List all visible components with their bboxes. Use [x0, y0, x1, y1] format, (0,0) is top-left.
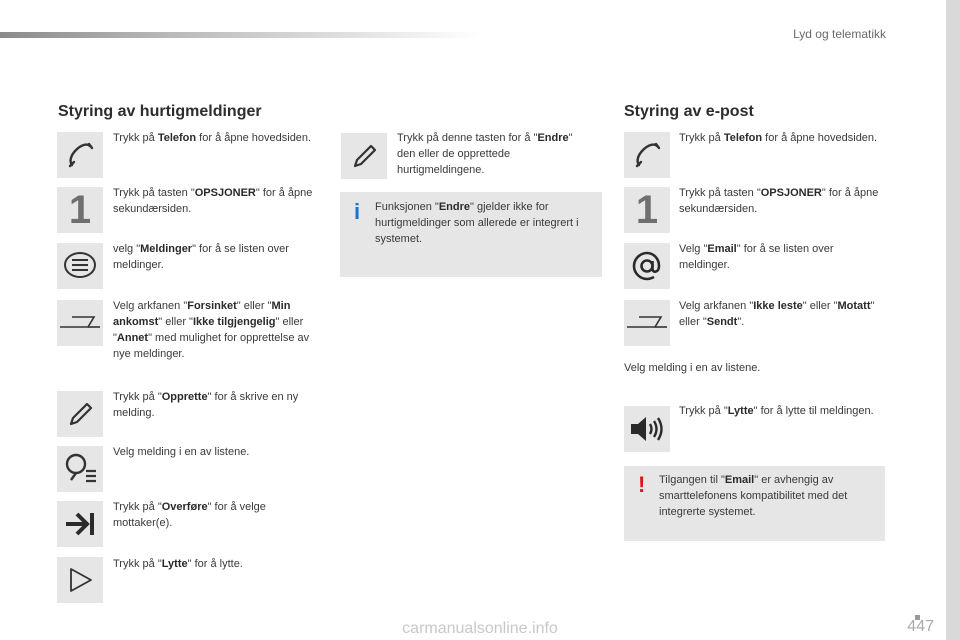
left-step-listen-text: Trykk på "Lytte" for å lytte. — [113, 558, 243, 570]
left-step-forward-text: Trykk på "Overføre" for å velge mottaker(e). — [113, 501, 266, 529]
tab-folder-icon — [624, 300, 670, 346]
number-one-icon — [57, 187, 103, 233]
bold-term: Meldinger — [140, 243, 193, 255]
right-select-message-text: Velg melding i en av listene. — [624, 362, 761, 374]
bold-term: Forsinket — [187, 300, 237, 312]
left-section-title: Styring av hurtigmeldinger — [58, 103, 262, 120]
message-list-icon — [57, 243, 103, 289]
bold-term: Telefon — [157, 132, 197, 144]
bold-term: Ikke tilgjengelig — [192, 316, 276, 328]
tab-folder-icon — [57, 300, 103, 346]
step-number: 1 — [635, 188, 659, 232]
right-step-options-text: Trykk på tasten "OPSJONER" for å åpne sekundærsiden. — [679, 187, 879, 215]
bold-term: Endre — [438, 201, 471, 213]
watermark: carmanualsonline.info — [402, 620, 558, 637]
bold-term: Endre — [537, 132, 569, 144]
phone-handset-icon — [624, 132, 670, 178]
right-step-email-text: Velg "Email" for å se listen over meldinger. — [679, 243, 834, 271]
bold-term: Email — [707, 243, 737, 255]
left-step-options-text: Trykk på tasten "OPSJONER" for å åpne sekundærsiden. — [113, 187, 313, 215]
warning-icon: ! — [638, 472, 646, 497]
bold-term: Min ankomst — [113, 300, 291, 328]
left-step-messages-text: velg "Meldinger" for å se listen over meldinger. — [113, 243, 289, 271]
chapter-header: Lyd og telematikk — [793, 27, 886, 41]
bold-term: Email — [724, 474, 755, 486]
right-section-title: Styring av e-post — [624, 103, 754, 120]
bold-term: OPSJONER — [194, 187, 256, 199]
right-step-listen-text: Trykk på "Lytte" for å lytte til meldingen. — [679, 405, 874, 417]
middle-step-edit-text: Trykk på denne tasten for å "Endre" den eller de opprettede hurtigmeldingene. — [397, 132, 573, 176]
at-sign-icon — [624, 243, 670, 289]
info-icon: i — [354, 199, 361, 224]
pencil-icon — [57, 391, 103, 437]
info-note — [340, 192, 602, 277]
left-step-phone-text: Trykk på Telefon for å åpne hovedsiden. — [113, 132, 312, 144]
bold-term: Overføre — [161, 501, 208, 513]
pencil-icon — [341, 133, 387, 179]
play-icon — [57, 557, 103, 603]
bold-term: OPSJONER — [760, 187, 822, 199]
left-step-select-text: Velg melding i en av listene. — [113, 446, 250, 458]
bold-term: Sendt — [706, 316, 738, 328]
bold-term: Opprette — [161, 391, 208, 403]
page-number: 447 — [907, 618, 934, 635]
bold-term: Lytte — [161, 558, 188, 570]
info-note-text: Funksjonen "Endre" gjelder ikke for hurtigmeldinger som allerede er integrert i systemet. — [375, 201, 579, 245]
bold-term: Motatt — [837, 300, 871, 312]
bold-term: Annet — [116, 332, 149, 344]
warning-note-text: Tilgangen til "Email" er avhengig av smarttelefonens kompatibilitet med det integrerte systemet. — [659, 474, 848, 518]
left-step-tabs-text: Velg arkfanen "Forsinket" eller "Min ankomst" eller "Ikke tilgjengelig" eller "Annet" med mulighet for opprettelse av nye meldinger. — [113, 300, 310, 360]
search-list-icon — [57, 446, 103, 492]
right-step-tabs-text: Velg arkfanen "Ikke leste" eller "Motatt" eller "Sendt". — [679, 300, 875, 328]
side-decor-strip — [946, 0, 960, 640]
speaker-icon — [624, 406, 670, 452]
bold-term: Ikke leste — [753, 300, 803, 312]
bold-term: Lytte — [727, 405, 754, 417]
left-step-create-text: Trykk på "Opprette" for å skrive en ny melding. — [113, 391, 299, 419]
bold-term: Telefon — [723, 132, 763, 144]
number-one-icon — [624, 187, 670, 233]
step-number: 1 — [68, 188, 92, 232]
top-decor-bar — [0, 32, 480, 38]
phone-handset-icon — [57, 132, 103, 178]
right-step-phone-text: Trykk på Telefon for å åpne hovedsiden. — [679, 132, 878, 144]
warning-note — [624, 466, 885, 541]
forward-arrow-icon — [57, 501, 103, 547]
